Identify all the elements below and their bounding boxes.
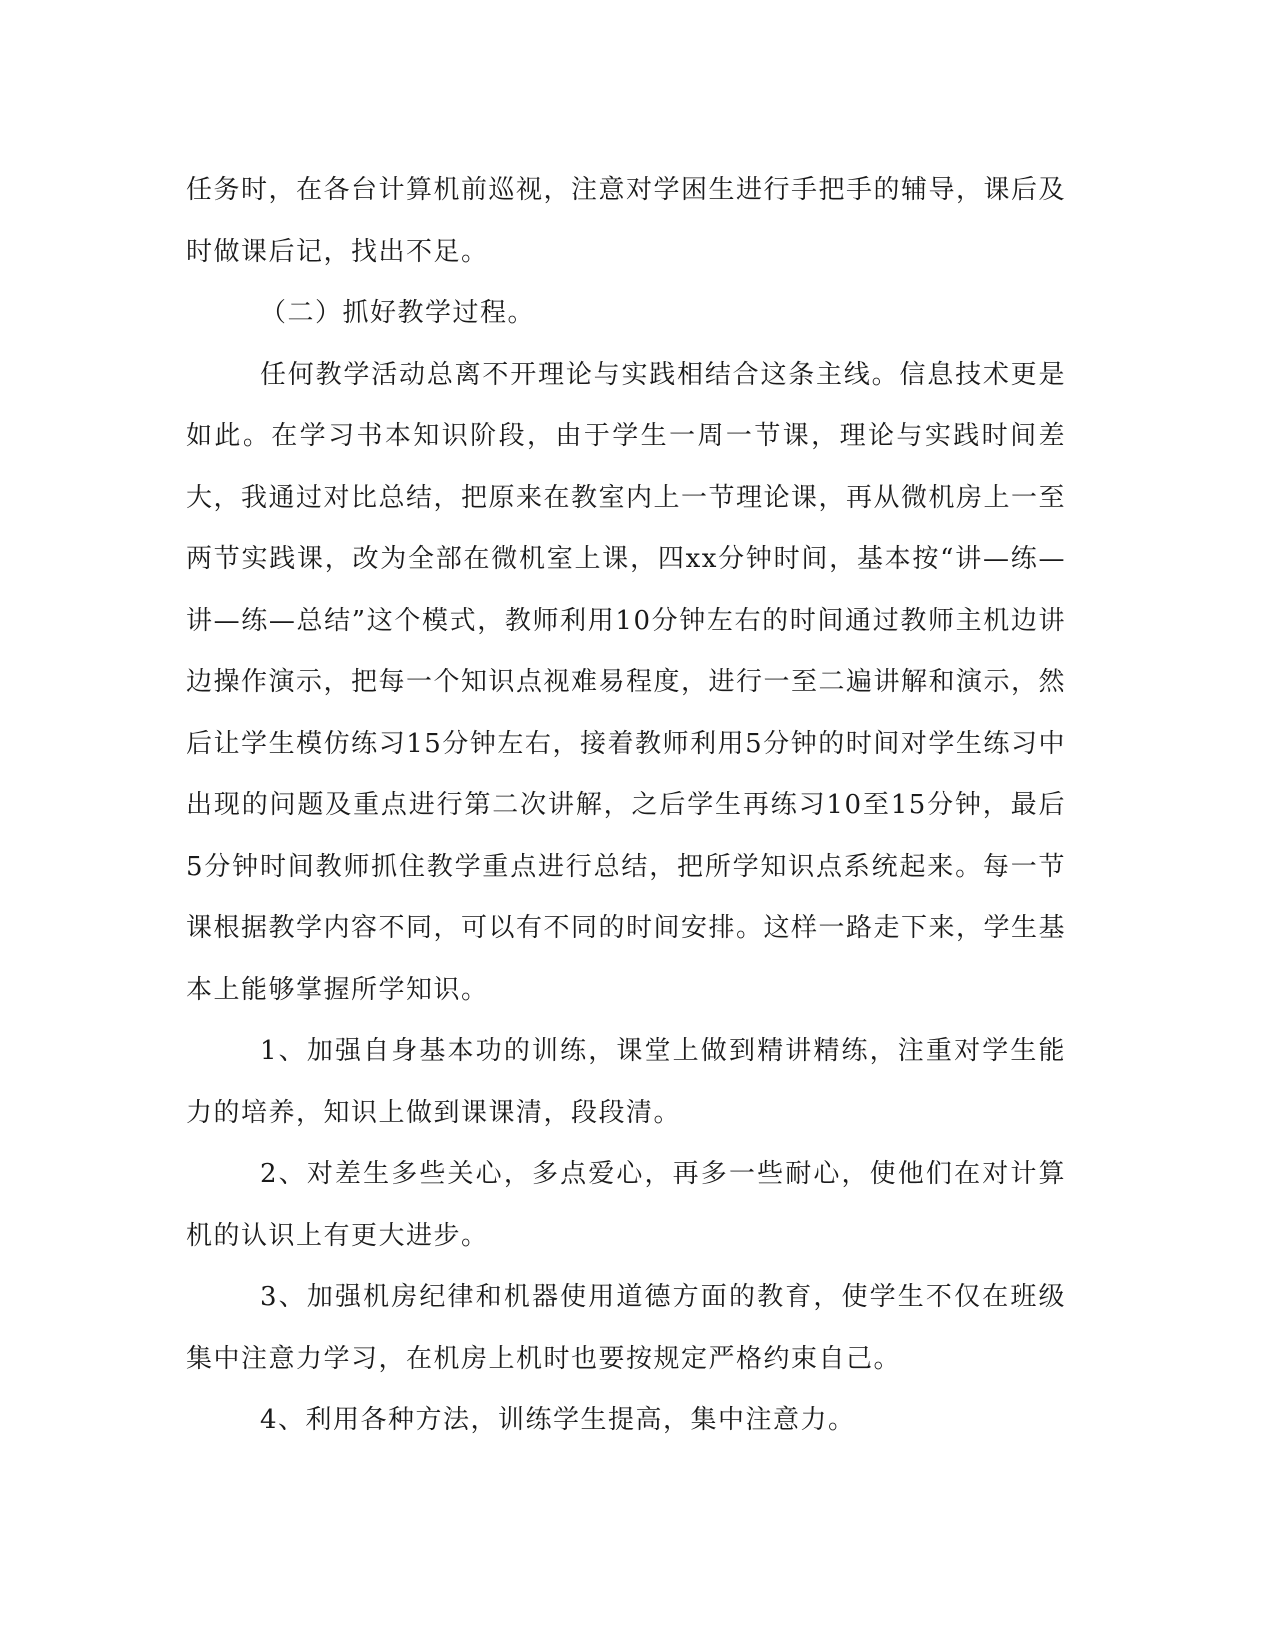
paragraph-continuation: 任务时，在各台计算机前巡视，注意对学困生进行手把手的辅导，课后及时做课后记，找出不足。 xyxy=(186,175,1067,267)
list-item-4: 4、利用各种方法，训练学生提高，集中注意力。 xyxy=(260,1405,856,1435)
list-item-2: 2、对差生多些关心，多点爱心，再多一些耐心，使他们在对计算机的认识上有更大进步。 xyxy=(186,1159,1066,1251)
section-heading: （二）抓好教学过程。 xyxy=(260,298,536,328)
list-item-3: 3、加强机房纪律和机器使用道德方面的教育，使学生不仅在班级集中注意力学习，在机房上机时也要按规定严格约束自己。 xyxy=(186,1282,1066,1374)
paragraph-main: 任何教学活动总离不开理论与实践相结合这条主线。信息技术更是如此。在学习书本知识阶段，由于学生一周一节课，理论与实践时间差大，我通过对比总结，把原来在教室内上一节理论课，再从微机房上一至两节实践课，改为全部在微机室上课，四xx分钟时间，基本按“讲—练—讲—练—总结”这个模式，教师利用10分钟左右的时间通过教师主机边讲边操作演示，把每一个知识点视难易程度，进行一至二遍讲解和演示，然后让学生模仿练习15分钟左右，接着教师利用5分钟的时间对学生练习中出现的问题及重点进行第二次讲解，之后学生再练习10至15分钟，最后5分钟时间教师抓住教学重点进行总结，把所学知识点系统起来。每一节课根据教学内容不同，可以有不同的时间安排。这样一路走下来，学生基本上能够掌握所学知识。 xyxy=(186,359,1067,1005)
document-body xyxy=(186,160,1066,1452)
list-item-1: 1、加强自身基本功的训练，课堂上做到精讲精练，注重对学生能力的培养，知识上做到课课清，段段清。 xyxy=(186,1036,1066,1128)
